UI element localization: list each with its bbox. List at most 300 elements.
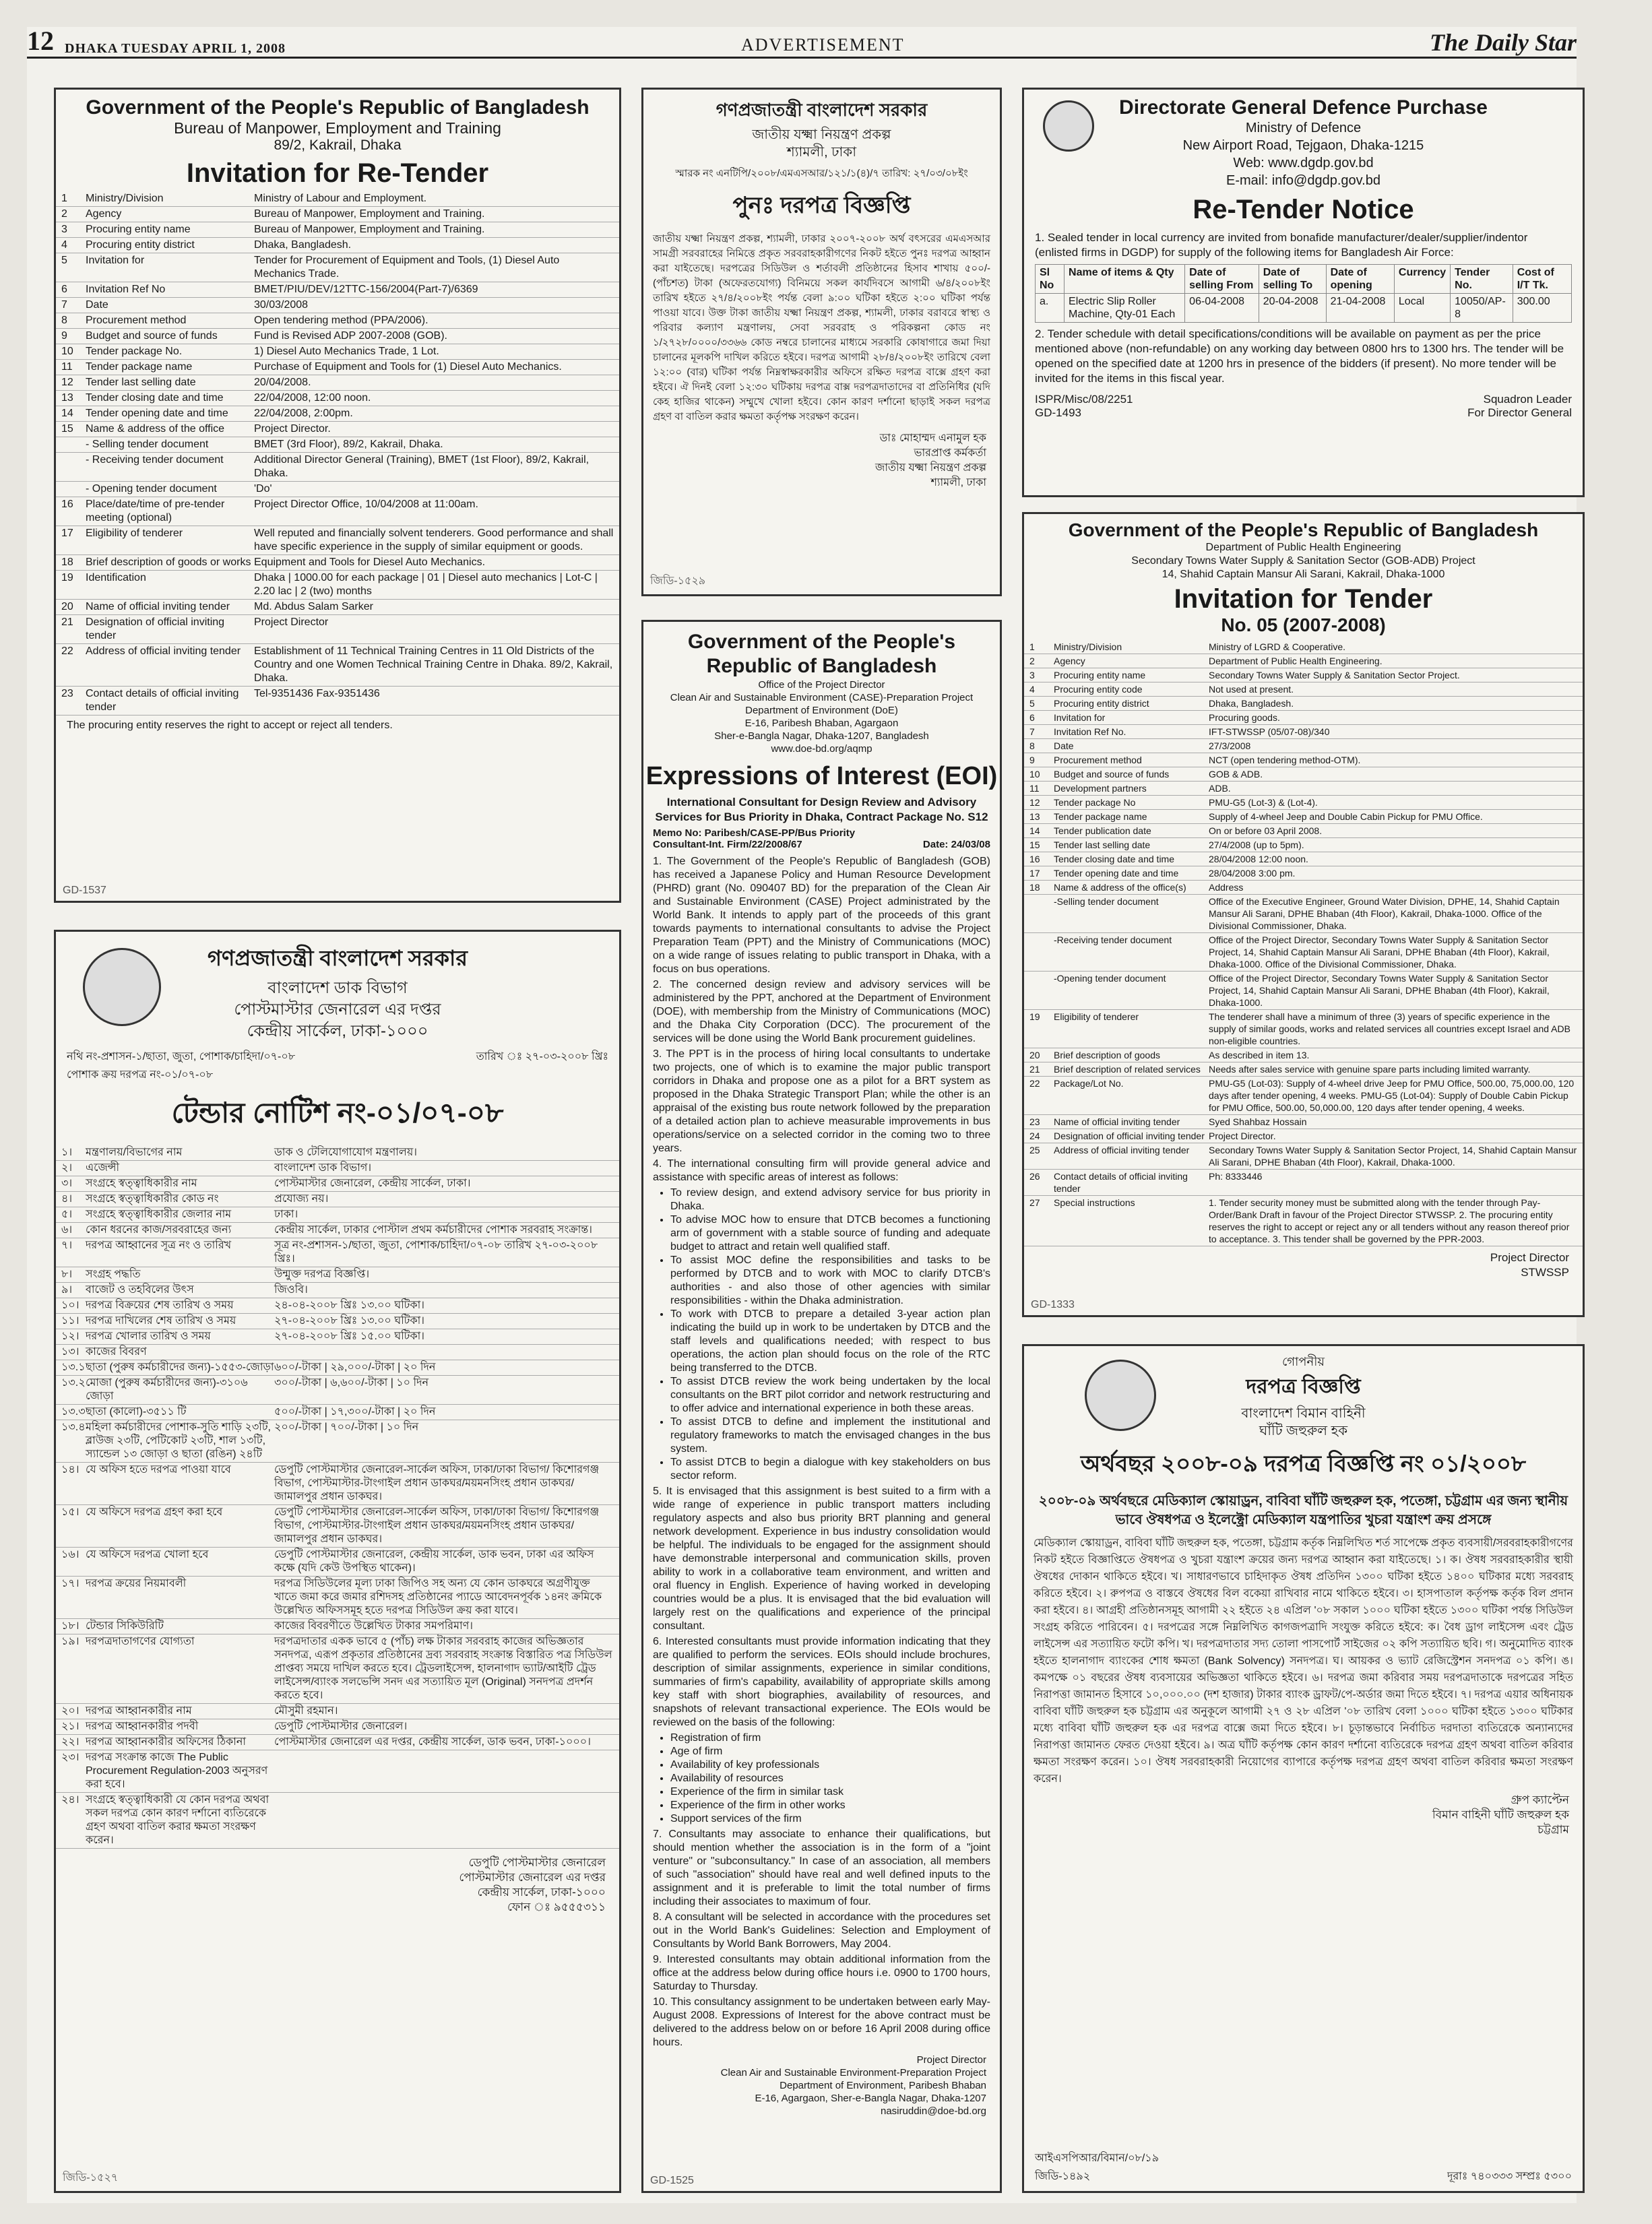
- signature-title: Project Director: [1490, 1251, 1569, 1264]
- row-value: সূত্র নং-প্রশাসন-১/ছাতা, জুতা, পোশাক/চাহিদা/০৭-০৮ তারিখ ২৭-০৩-২০০৮ খ্রিঃ।: [274, 1240, 598, 1265]
- row-value: 1) Diesel Auto Mechanics Trade, 1 Lot.: [254, 346, 439, 357]
- table-row: [56, 1223, 619, 1238]
- ad-heading: Invitation for Tender: [1174, 584, 1433, 614]
- table-cell: 20-04-2008: [1259, 294, 1326, 323]
- eoi-paragraphs-2: [643, 1485, 1000, 1729]
- eoi-bullet-list: [643, 1186, 1000, 1483]
- row-number: ৭।: [61, 1240, 73, 1251]
- row-number: 15: [1029, 839, 1040, 850]
- row-value: Secondary Towns Water Supply & Sanitation Sector Project.: [1209, 670, 1460, 680]
- row-number: 8: [61, 315, 67, 326]
- ad-address-2: Sher-e-Bangla Nagar, Dhaka-1207, Bangladesh: [714, 730, 929, 742]
- memo-line: Memo No: Paribesh/CASE-PP/Bus Priority Consultant-Int. Firm/22/2008/67: [653, 827, 856, 850]
- table-row: [56, 344, 619, 360]
- row-value: কাজের বিবরণীতে উল্লেখিত টাকার সমপরিমাণ।: [274, 1620, 474, 1632]
- postal-emblem-icon: [83, 948, 161, 1026]
- paragraph: 5. It is envisaged that this assignment is best suited to a firm with a wide range of experience in public transport matters including regulatory aspects and also bus priority BRT planning and general network development. Experience in bus industry consolidation would be helpful. The individuals to be engaged for the assignment should have demonstrable interpersonal and communication skills, proven ability to work in a collaborative team environment, and written and oral fluency in English. Experience of having worked in developing countries would be a plus. It is envisaged that the bid evaluation will largely rest on the qualifications and experience of the principal consultant.: [653, 1486, 990, 1632]
- signature-line: Project Director: [916, 2054, 986, 2066]
- ad-heading: পুনঃ দরপত্র বিজ্ঞপ্তি: [732, 193, 911, 218]
- ad-dept: Department of Environment (DoE): [745, 705, 898, 716]
- row-value: Fund is Revised ADP 2007-2008 (GOB).: [254, 330, 447, 342]
- ad-dphe-tender: [1022, 512, 1585, 1317]
- row-value: As described in item 13.: [1209, 1050, 1310, 1060]
- row-value: Md. Abdus Salam Sarker: [254, 601, 373, 612]
- row-value: Project Director.: [1209, 1131, 1276, 1141]
- eoi-paragraphs: [643, 855, 1000, 1184]
- tender-details-list: [56, 1145, 619, 1849]
- ad-dgdp-retender: [1022, 88, 1585, 497]
- row-number: 2: [1029, 656, 1035, 666]
- row-value: দরপত্রদাতার একক ভাবে ৫ (পাঁচ) লক্ষ টাকার সরবরাহ কাজের অভিজ্ঞতার সনদপত্র, এরূপ প্রকৃতার প্রতিষ্ঠানের দ্রব্য সরবরাহ সংক্রান্ত বিস্তারিত পত্র সিডিউল প্রাপ্তব্য সময়ে দাখিল করতে হবে। ট্রেডলাইসেন্স, হালনাগাদ ভ্যাট/আইটি ট্রেড লাইসেন্স/ব্যাংক সলভেন্সি সনদ এর সত্যায়িত মূল (Original) সনদপত্র প্রদর্শন করতে হবে।: [274, 1636, 612, 1701]
- row-number: 18: [61, 557, 73, 568]
- row-number: ১৭।: [61, 1578, 80, 1589]
- table-row: [56, 1634, 619, 1704]
- row-number: ১২।: [61, 1331, 80, 1342]
- row-number: 3: [1029, 670, 1035, 680]
- row-number: 1: [61, 193, 67, 204]
- row-label: Contact details of official inviting tender: [86, 688, 239, 713]
- row-number: 25: [1029, 1145, 1040, 1155]
- table-row: [56, 482, 619, 497]
- paragraph: 4. The international consulting firm will provide general advice and assistance with specific areas of interest as follows:: [653, 1158, 990, 1183]
- signature-block: [1024, 1793, 1583, 1837]
- table-row: [56, 1238, 619, 1267]
- row-label: Special instructions: [1054, 1197, 1135, 1208]
- row-number: 8: [1029, 740, 1035, 751]
- paragraph: 10. This consultancy assignment to be undertaken between early May-August 2008. Expressions of Interest for the above contract must be delivered to the address below on or before 16 April 2008 during office hours.: [653, 1996, 990, 2048]
- row-number: 23: [1029, 1116, 1040, 1127]
- ad-office: পোস্টমাস্টার জেনারেল এর দপ্তর: [234, 1000, 441, 1019]
- table-row: [1024, 1010, 1583, 1048]
- row-number: 7: [61, 299, 67, 311]
- row-number: ১৫।: [61, 1506, 80, 1518]
- row-value: Tel-9351436 Fax-9351436: [254, 688, 380, 699]
- row-number: 17: [1029, 868, 1040, 879]
- row-number: ৫।: [61, 1209, 73, 1220]
- list-item: • To assist DTCB to define and implement the institutional and regulatory frameworks to match the envisaged changes in the bus system.: [670, 1416, 990, 1456]
- row-number: 4: [61, 239, 67, 251]
- table-row: [56, 191, 619, 207]
- table-row: [1024, 668, 1583, 682]
- table-row: [56, 1145, 619, 1161]
- ad-heading: দরপত্র বিজ্ঞপ্তি: [1246, 1376, 1361, 1398]
- ad-subheading: International Consultant for Design Review and Advisory Services for Bus Priority in Dhaka, Contract Package No. S12: [655, 796, 988, 823]
- row-label: যে অফিসে দরপত্র খোলা হবে: [86, 1549, 209, 1560]
- paragraph: 9. Interested consultants may obtain additional information from the office at the address below during office hours i.e. 0900 to 1700 hours, Saturday to Thursday.: [653, 1954, 990, 1992]
- ad-org: Ministry of Defence: [1245, 121, 1362, 135]
- row-value: Needs after sales service with genuine spare parts including limited warranty.: [1209, 1064, 1531, 1075]
- row-value: ২০০/-টাকা | ৭০০/-টাকা | ১০ দিন: [274, 1422, 419, 1433]
- row-value: ডেপুটি পোস্টমাস্টার জেনারেল-সার্কেল অফিস, ঢাকা/ঢাকা বিভাগ/ কিশোরগঞ্জ বিভাগ, পোস্টমাস্টার-টাংগাইল প্রধান ডাকঘর/ময়মনসিংহ প্রধান ডাকঘর/জামালপুর প্রধান ডাকঘর।: [274, 1464, 600, 1502]
- row-value: Purchase of Equipment and Tools for (1) Diesel Auto Mechanics.: [254, 361, 562, 373]
- table-row: [56, 1420, 619, 1463]
- ad-post-tender: [54, 930, 621, 2193]
- list-item: • To advise MOC how to ensure that DTCB becomes a functioning arm of government with a stable source of funding and adequate budget to attract and retain well qualified staff.: [670, 1213, 990, 1254]
- gd-number: জিডি-১৫২৯: [650, 575, 706, 587]
- row-value: Establishment of 11 Technical Training Centres in 11 Old Districts of the Country and one Women Technical Training Centre in Dhaka. 89/2, Kakrail, Dhaka.: [254, 645, 613, 684]
- row-label: Package/Lot No.: [1054, 1078, 1124, 1089]
- row-number: [61, 482, 86, 496]
- row-label: টেন্ডার সিকিউরিটি: [86, 1620, 164, 1632]
- row-label: Tender package name: [86, 361, 193, 373]
- row-value: Tender for Procurement of Equipment and Tools, (1) Diesel Auto Mechanics Trade.: [254, 255, 560, 280]
- table-row: [56, 644, 619, 687]
- row-label: Contact details of official inviting tender: [1054, 1171, 1188, 1194]
- items-table: [1035, 264, 1572, 323]
- table-row: [1024, 1048, 1583, 1062]
- row-label: ছাতা (কালো)-৩৫১১ টি: [86, 1406, 187, 1418]
- column-header: Sl No: [1036, 265, 1065, 294]
- signature-line: পোস্টমাস্টার জেনারেল এর দপ্তর: [459, 1871, 606, 1884]
- row-label: Name & address of the office: [86, 423, 225, 435]
- table-cell: a.: [1036, 294, 1065, 323]
- row-value: Dhaka | 1000.00 for each package | 01 | Diesel auto mechanics | Lot-C | 2.20 lac | 2 (two) months: [254, 572, 598, 597]
- table-row: [1024, 824, 1583, 838]
- row-number: 6: [1029, 712, 1035, 723]
- row-label: Brief description of goods or works: [86, 557, 251, 568]
- ad-web: Web: www.dgdp.gov.bd: [1233, 156, 1374, 170]
- row-label: Tender last selling date: [1054, 839, 1151, 850]
- row-number: 3: [61, 224, 67, 235]
- row-value: PMU-G5 (Lot-03): Supply of 4-wheel drive Jeep for PMU Office, 500.00, 75,000.00, 120 days after tender opening, 4 weeks. PMU-G5 (Lot-04): Supply of Double Cabin Pickup for PMU Office, 500.00, 50,000.00, 120 days after tender opening, 4 weeks.: [1209, 1078, 1575, 1113]
- table-cell: 06-04-2008: [1185, 294, 1259, 323]
- ad-email: E-mail: info@dgdp.gov.bd: [1226, 173, 1380, 188]
- row-label: Identification: [86, 572, 146, 583]
- row-number: 9: [61, 330, 67, 342]
- row-label: Address of official inviting tender: [86, 645, 241, 657]
- ad-org: Department of Public Health Engineering: [1205, 542, 1401, 553]
- row-label: Tender package No.: [86, 346, 183, 357]
- ad-title: Directorate General Defence Purchase: [1119, 96, 1488, 119]
- ad-project: Secondary Towns Water Supply & Sanitation Sector (GOB-ADB) Project: [1131, 555, 1475, 567]
- row-label: দরপত্র আহ্বানকারীর পদবী: [86, 1721, 199, 1732]
- table-row: [56, 406, 619, 422]
- ad-heading-number: No. 05 (2007-2008): [1221, 614, 1386, 635]
- ad-address: 14, Shahid Captain Mansur Ali Sarani, Kakrail, Dhaka-1000: [1162, 569, 1445, 580]
- row-number: ২২।: [61, 1736, 80, 1748]
- row-number: [1029, 895, 1054, 932]
- row-number: ১১।: [61, 1315, 80, 1327]
- row-label: কোন ধরনের কাজ/সরবরাহের জন্য: [86, 1224, 232, 1236]
- row-label: Agency: [1054, 656, 1085, 666]
- list-item: • To assist MOC define the responsibilities and tasks to be performed by DTCB and to work with MOC to clarify DTCB's authorities - and also those of other agencies with similar responsibilities - within the Dhaka administration.: [670, 1254, 990, 1308]
- row-label: Procuring entity name: [1054, 670, 1146, 680]
- dgdp-emblem-icon: [1043, 100, 1094, 152]
- table-row: [56, 1314, 619, 1329]
- row-value: ডেপুটি পোস্টমাস্টার জেনারেল, কেন্দ্রীয় সার্কেল, ডাক ভবন, ঢাকা এর অফিস কক্ষে (যদি কেউ উপস্থিত থাকেন)।: [274, 1549, 594, 1574]
- row-label: Procuring entity district: [1054, 698, 1149, 709]
- row-number: 17: [61, 528, 73, 539]
- table-row: [1024, 866, 1583, 881]
- row-number: ১৩.১: [61, 1362, 86, 1373]
- page-number: 12: [27, 26, 54, 56]
- row-label: সংগ্রহে স্বত্ত্বাধিকারী যে কোন দরপত্র অথবা সকল দরপত্র কোন কারণ দর্শানো ব্যতিরেকে গ্রহণ অথবা বাতিল করার ক্ষমতা সংরক্ষণ করেন।: [86, 1794, 269, 1846]
- list-item: • Availability of key professionals: [670, 1758, 990, 1772]
- row-label: Tender package name: [1054, 811, 1147, 822]
- row-value: 'Do': [254, 483, 272, 495]
- row-number: 9: [1029, 755, 1035, 765]
- row-number: 18: [1029, 882, 1040, 893]
- table-row: [56, 313, 619, 329]
- row-number: ১৩।: [61, 1346, 80, 1358]
- row-label: Budget and source of funds: [86, 330, 218, 342]
- row-value: ডাক ও টেলিযোগাযোগ মন্ত্রণালয়।: [274, 1147, 417, 1158]
- row-number: ১৮।: [61, 1620, 80, 1632]
- row-label: Procuring entity name: [86, 224, 191, 235]
- column-header: Date of selling To: [1259, 265, 1326, 294]
- signature-line: শ্যামলী, ঢাকা: [930, 477, 986, 488]
- table-row: [56, 375, 619, 391]
- masthead: [27, 27, 1577, 59]
- signature-line: ডাঃ মোহাম্মদ এনামুল হক: [879, 433, 986, 444]
- baf-emblem-icon: [1085, 1360, 1156, 1431]
- row-value: বাংলাদেশ ডাক বিভাগ।: [274, 1162, 372, 1174]
- row-value: ২৪-০৪-২০০৮ খ্রিঃ ১৩.০০ ঘটিকা।: [274, 1300, 424, 1311]
- list-item: • Experience of the firm in other works: [670, 1799, 990, 1812]
- table-row: [56, 1704, 619, 1719]
- row-value: Ph: 8333446: [1209, 1171, 1263, 1182]
- table-row: [56, 615, 619, 644]
- row-value: ৬০০/-টাকা | ২৯,০০০/-টাকা | ২০ দিন: [274, 1362, 436, 1373]
- row-value: BMET (3rd Floor), 89/2, Kakrail, Dhaka.: [254, 439, 443, 450]
- signature-org: STWSSP: [1521, 1266, 1569, 1279]
- table-row: [1024, 933, 1583, 972]
- row-number: 13: [61, 392, 73, 404]
- row-number: 14: [61, 408, 73, 419]
- table-row: [56, 1176, 619, 1192]
- row-value: Procuring goods.: [1209, 712, 1280, 723]
- paragraph: 1. The Government of the People's Republic of Bangladesh (GOB) has received a Japanese Policy and Human Resource Development (PHRD) grant (No. 090407 BD) for the preparation of the Clean Air and Sustainable Environment (CASE) Project administrated by the World Bank. It intends to apply part of the proceeds of this grant towards payments to international consultants to advise the Project Preparation Team (PPT) and the Ministry of Communications (MOC) on a wide range of issues relating to public transport in Dhaka, with a focus on bus operations.: [653, 856, 990, 975]
- signature-line: E-16, Agargaon, Sher-e-Bangla Nagar, Dhaka-1207: [755, 2093, 986, 2104]
- table-row: [1024, 654, 1583, 668]
- table-row: [56, 526, 619, 555]
- table-row: [56, 1298, 619, 1314]
- ad-heading: Re-Tender Notice: [1193, 195, 1414, 224]
- brand-logo: The Daily Star: [1429, 29, 1577, 56]
- table-row: [1024, 852, 1583, 866]
- row-value: 27/4/2008 (up to 5pm).: [1209, 839, 1304, 850]
- row-number: ১৩.২: [61, 1377, 86, 1389]
- row-value: Ministry of LGRD & Cooperative.: [1209, 641, 1346, 652]
- row-label: Procuring entity district: [86, 239, 195, 251]
- table-row: [1024, 1196, 1583, 1246]
- row-value: প্রযোজ্য নয়।: [274, 1193, 329, 1205]
- row-number: 11: [61, 361, 73, 373]
- row-number: 23: [61, 688, 73, 699]
- row-value: মৌসুমী রহমান।: [274, 1705, 338, 1717]
- row-number: 10: [1029, 769, 1040, 780]
- table-row: [1024, 697, 1583, 711]
- row-label: Invitation for: [86, 255, 145, 266]
- ad-circle: কেন্দ্রীয় সার্কেল, ঢাকা-১০০০: [247, 1022, 428, 1040]
- ad-address: New Airport Road, Tejgaon, Dhaka-1215: [1182, 138, 1424, 153]
- list-item: • Support services of the firm: [670, 1812, 990, 1826]
- ad-heading: Expressions of Interest (EOI): [645, 762, 998, 790]
- table-row: [1024, 895, 1583, 933]
- table-cell: 21-04-2008: [1326, 294, 1394, 323]
- table-row: [56, 298, 619, 313]
- row-label: Ministry/Division: [1054, 641, 1122, 652]
- row-label: Date: [86, 299, 108, 311]
- row-label: যে অফিসে দরপত্র গ্রহণ করা হবে: [86, 1506, 223, 1518]
- row-value: ADB.: [1209, 783, 1231, 794]
- ad-note: 2. Tender schedule with detail specifications/conditions will be available on payment as per the price mentioned above (non-refundable) on any working day between 0800 hrs to 1300 hrs. The tender will be opened on the specified date at 1200 hrs in presence of the bidders (if present). No more tender will be invited for the items in this fiscal year.: [1035, 327, 1564, 385]
- row-number: 22: [61, 645, 73, 657]
- table-row: [1024, 881, 1583, 895]
- row-value: The tenderer shall have a minimum of three (3) years of specific experience in the supply of similar goods, works and related services all countries except Israel and ADB non-eligible countries.: [1209, 1011, 1570, 1046]
- table-row: [1024, 1129, 1583, 1143]
- paragraph: 6. Interested consultants must provide information indicating that they are qualified to perform the services. EOIs should include brochures, description of similar assignments, experience in similar conditions, summaries of firm's capability, availability of appropriate skills among key staff with short biographies, availability of resources, and snapshots of relevant transactional experience. The EOIs would be reviewed on the basis of the following:: [653, 1636, 990, 1728]
- row-label: Invitation Ref No: [86, 284, 166, 295]
- ad-heading: Invitation for Re-Tender: [186, 158, 489, 188]
- table-row: [56, 1329, 619, 1345]
- row-label: মন্ত্রণালয়/বিভাগের নাম: [86, 1147, 183, 1158]
- row-label: Invitation for: [1054, 712, 1106, 723]
- row-number: 2: [61, 208, 67, 220]
- table-row: [56, 360, 619, 375]
- row-value: 27/3/2008: [1209, 740, 1251, 751]
- signature-rank: Squadron Leader: [1483, 393, 1572, 406]
- row-value: Syed Shahbaz Hossain: [1209, 1116, 1307, 1127]
- ref-number: আইএসপিআর/বিমান/০৮/১৯: [1035, 2153, 1159, 2164]
- row-number: 16: [1029, 854, 1040, 864]
- table-row: [56, 1463, 619, 1505]
- gd-number: GD-1537: [63, 885, 106, 896]
- paragraph: 7. Consultants may associate to enhance their qualifications, but should mention whether the association is in the form of a "joint venture" or "subconsultancy." In case of an association, all members of such "association" should have real and well defined inputs to the assignment and it is preferable to limit the total number of firms including their associates to maximum of four.: [653, 1829, 990, 1907]
- table-row: [56, 1793, 619, 1849]
- row-label: সংগ্রহে স্বত্ত্বাধিকারীর কোড নং: [86, 1193, 219, 1205]
- ad-address: 89/2, Kakrail, Dhaka: [274, 137, 402, 153]
- row-label: Place/date/time of pre-tender meeting (optional): [86, 499, 225, 523]
- table-row: [1024, 753, 1583, 767]
- table-row: [56, 1505, 619, 1548]
- row-number: 13: [1029, 811, 1040, 822]
- row-label: দরপত্র খোলার তারিখ ও সময়: [86, 1331, 211, 1342]
- row-label: -Opening tender document: [1054, 973, 1166, 984]
- row-number: 26: [1029, 1171, 1040, 1182]
- row-value: Ministry of Labour and Employment.: [254, 193, 427, 204]
- paragraph: 2. The concerned design review and advisory services will be administered by the PPT, anchored at the Department of Environment (DOE), with membership from the Ministry of Communications (MOC) and the Dhaka City Corporation (DCC). The procurement of the services will be done using the World Bank procurement guidelines.: [653, 979, 990, 1044]
- row-label: -Receiving tender document: [1054, 934, 1172, 945]
- list-item: • To work with DTCB to prepare a detailed 3-year action plan indicating the build up in work to be undertaken by DTCB and the staff levels and qualifications needed; with respect to bus operations, the action plan should focus on the role of the RTC being transferred to the DTCB.: [670, 1308, 990, 1375]
- row-label: Agency: [86, 208, 122, 220]
- ad-org: বাংলাদেশ ডাক বিভাগ: [267, 979, 408, 997]
- column-header: Name of items & Qty: [1065, 265, 1185, 294]
- table-row: [1024, 767, 1583, 782]
- tender-details-list: [1024, 640, 1583, 1246]
- row-label: Tender closing date and time: [86, 392, 224, 404]
- list-item: • To review design, and extend advisory service for bus priority in Dhaka.: [670, 1186, 990, 1213]
- row-label: Tender opening date and time: [86, 408, 228, 419]
- row-value: IFT-STWSSP (05/07-08)/340: [1209, 726, 1330, 737]
- list-item: • To assist DTCB review the work being undertaken by the local consultants on the BRT pilot corridor and network restructuring and to offer advice and international experience in both these areas.: [670, 1375, 990, 1416]
- memo-line: স্মারক নং এনটিপি/২০০৮/এমএসআর/১২১/১(৪)/৭ তারিখ: ২৭/০৩/০৮ইং: [675, 168, 968, 179]
- section-label: ADVERTISEMENT: [741, 35, 905, 55]
- row-value: 30/03/2008: [254, 299, 309, 311]
- ad-bmet-retender: [54, 88, 621, 903]
- row-value: Department of Public Health Engineering.: [1209, 656, 1383, 666]
- row-value: 22/04/2008, 12:00 noon.: [254, 392, 371, 404]
- table-row: [1024, 1143, 1583, 1170]
- table-row: [56, 282, 619, 298]
- row-label: Address of official inviting tender: [1054, 1145, 1190, 1155]
- row-label: Ministry/Division: [86, 193, 164, 204]
- row-value: ৫০০/-টাকা | ১৭,৩০০/-টাকা | ২০ দিন: [274, 1406, 436, 1418]
- classification-label: গোপনীয়: [1281, 1355, 1325, 1368]
- signature-line: কেন্দ্রীয় সার্কেল, ঢাকা-১০০০: [477, 1886, 606, 1899]
- ad-body: মেডিক্যাল স্কোয়াড্রন, বাবিবা ঘাঁটি জহুরুল হক, পতেঙ্গা, চট্টগ্রাম কর্তৃক নিম্নলিখিত শর্ত সাপেক্ষে প্রকৃত ব্যবসায়ী/সরবরাহকারীগণের নিকট হইতে বিজ্ঞাপ্তিতে ঔষধপত্র ও খুচরা যন্ত্রাংশ ক্রয়ের জন্য দরপত্র আহ্বান করা যাইতেছে। ১। ক। ঔষধ সরবরাহকারীর স্থায়ী ঔষধের দোকান থাকিতে হইবে। খ। সাধারণভাবে চাহিদাকৃত ঔষধ প্রতিদিন ১৩০০ ঘটিকা হইতে ১৪০০ ঘটিকার মধ্যে সরবরাহ করিতে হইবে। ২। রুপপত্র ও বাস্তবে ঔষধের বিল বকেয়া রাখিবার নামে থাকিতে হইবে। ৩। হাসপাতাল কর্তৃপক্ষ কর্তৃক বিল প্রদান করা হইবে। ৪। আগ্রহী প্রতিষ্ঠানসমূহ আগামী ২২ হইতে ২৪ এপ্রিল '০৮ সকাল ১০০০ ঘটিকা হইতে ১৩০০ ঘটিকা পর্যন্ত সিডিউল সংগ্রহ করিতে পারিবেন। ৫। দরপত্রের সঙ্গে নিম্নলিখিত কাগজপত্রাদি সংযুক্ত করিতে হইবে: ক। বৈধ ড্রাগ লাইসেন্স এবং ট্রেড লাইসেন্স এর সত্যায়িত ফটো কপি। খ। দরপত্রদাতার সদ্য তোলা পাসপোর্ট সাইজের ০২ কপি সত্যায়িত ছবি। গ। অনুমোদিত ব্যাংক হইতে হালনাগাদ ব্যাংকের শোধ ক্ষমতা (Bank Solvency) সনদপত্র। ঘ। আয়কর ও ভ্যাট রেজিস্ট্রেশন সনদপত্র ০১ কপি। ঙ। কমপক্ষে ০১ বছরের ঔষধ ব্যবসায়ের অভিজ্ঞতা থাকিতে হইবে। ৬। দরপত্র জমা করিবার সময় দরপত্রদাতাকে দরপত্রের সহিত নিরাপত্তা জামানত হিসাবে ১০,০০০.০০ (দশ হাজার) টাকার ব্যাংক ড্রাফট/পে-অর্ডার জমা দিতে হইবে। ৭। দরপত্র এয়ার অধিনায়ক বাবিবা ঘাঁটি জহুরুল হক চট্টগ্রাম এর অনুকূলে আগামী ২৭ ও ২৮ এপ্রিল '০৮ তারিখ বেলা ১০০০ ঘটিকা হইতে ১৩০০ ঘটিকার মধ্যে বাবিবা ঘাঁটি জহুরুল হক এর দরপত্র বাক্সে জমা দিতে হইবে। ৮। চূড়ান্তভাবে নির্বাচিত দরদাতা ব্যতিরেকে অন্যান্যদের নিরাপত্তা জামানত ফেরত দেওয়া হইবে। ৯। অত্র ঘাঁটি কর্তৃপক্ষ কোন কারণ দর্শানো ব্যতিরেকে দরপত্র গ্রহণ অথবা বাতিল করিবার ক্ষমতা সংরক্ষণ করেন। ১০। ঔষধ সরবরাহকারী নিয়োগের ব্যাপারে কর্তৃপক্ষ দরপত্র গ্রহণ অথবা বাতিল করিবার ক্ষমতা সংরক্ষণ করেন।: [1034, 1537, 1573, 1785]
- row-number: [1029, 934, 1054, 970]
- signature-title: For Director General: [1467, 406, 1572, 419]
- column-header: Cost of I/T Tk.: [1513, 265, 1571, 294]
- table-row: [56, 253, 619, 282]
- table-row: [1024, 682, 1583, 697]
- row-label: Name of official inviting tender: [1054, 1116, 1180, 1127]
- table-row: [56, 1192, 619, 1207]
- row-number: 27: [1029, 1197, 1040, 1208]
- row-label: সংগ্রহে স্বত্ত্বাধিকারীর জেলার নাম: [86, 1209, 232, 1220]
- row-label: Development partners: [1054, 783, 1147, 794]
- memo-date: তারিখ ঃ ২৭-০৩-২০০৮ খ্রিঃ: [476, 1051, 608, 1062]
- row-number: ২০।: [61, 1705, 80, 1717]
- table-row: [1024, 972, 1583, 1010]
- table-row: [56, 1360, 619, 1376]
- ad-subheading: ২০০৮-০৯ অর্থবছরে মেডিক্যাল স্কোয়াড্রন, বাবিবা ঘাঁটি জহুরুল হক, পতেঙ্গা, চট্টগ্রাম এর জন্য স্থানীয় ভাবে ঔষধপত্র ও ইলেক্ট্রো মেডিক্যাল যন্ত্রপাতির খুচরা যন্ত্রাংশ ক্রয় প্রসঙ্গে: [1038, 1494, 1568, 1527]
- gd-number: GD-1493: [1035, 406, 1081, 419]
- row-number: ৩।: [61, 1178, 73, 1189]
- table-cell: 10050/AP-8: [1451, 294, 1513, 323]
- row-label: দরপত্র বিক্রয়ের শেষ তারিখ ও সময়: [86, 1300, 234, 1311]
- row-number: 15: [61, 423, 73, 435]
- row-label: Procurement method: [86, 315, 187, 326]
- table-row: [56, 1735, 619, 1750]
- table-row: [56, 1577, 619, 1619]
- table-row: [56, 687, 619, 716]
- table-row: [56, 1719, 619, 1735]
- row-number: ১৯।: [61, 1636, 80, 1647]
- paragraph: 8. A consultant will be selected in accordance with the procedures set out in the World Bank's Guidelines: Selection and Employment of Consultants by World Bank Borrowers, May 2004.: [653, 1911, 990, 1950]
- row-value: Bureau of Manpower, Employment and Training.: [254, 224, 485, 235]
- table-row: [56, 329, 619, 344]
- ad-project: Clean Air and Sustainable Environment (CASE)-Preparation Project: [670, 692, 974, 703]
- table-row: [56, 1267, 619, 1283]
- row-label: Tender publication date: [1054, 825, 1151, 836]
- table-row: [1024, 782, 1583, 796]
- ad-org: জাতীয় যক্ষ্মা নিয়ন্ত্রণ প্রকল্প: [752, 127, 891, 142]
- row-value: GOB & ADB.: [1209, 769, 1263, 780]
- row-value: Project Director.: [254, 423, 331, 435]
- row-number: ১০।: [61, 1300, 80, 1311]
- table-row: [56, 1750, 619, 1793]
- row-label: মোজা (পুরুষ কর্মচারীদের জন্য)-৩১০৬ জোড়া: [86, 1377, 248, 1402]
- signature-block: [643, 431, 1000, 490]
- row-label: Tender closing date and time: [1054, 854, 1174, 864]
- row-label: - Receiving tender document: [86, 454, 224, 466]
- row-label: Tender package No: [1054, 797, 1136, 808]
- table-row: [1024, 810, 1583, 824]
- signature-line: ডেপুটি পোস্টমাস্টার জেনারেল: [468, 1856, 606, 1869]
- gd-number: জিডি-১৪৯২: [1035, 2171, 1091, 2182]
- signature-line: ফোন ঃ ৯৫৫৫৩১১: [507, 1901, 606, 1913]
- row-value: BMET/PIU/DEV/12TTC-156/2004(Part-7)/6369: [254, 284, 478, 295]
- row-value: 20/04/2008.: [254, 377, 311, 388]
- row-number: ১।: [61, 1147, 73, 1158]
- row-number: 5: [1029, 698, 1035, 709]
- table-row: [56, 1376, 619, 1405]
- row-value: [274, 1345, 614, 1359]
- row-value: Open tendering method (PPA/2006).: [254, 315, 428, 326]
- row-label: এজেন্সী: [86, 1162, 120, 1174]
